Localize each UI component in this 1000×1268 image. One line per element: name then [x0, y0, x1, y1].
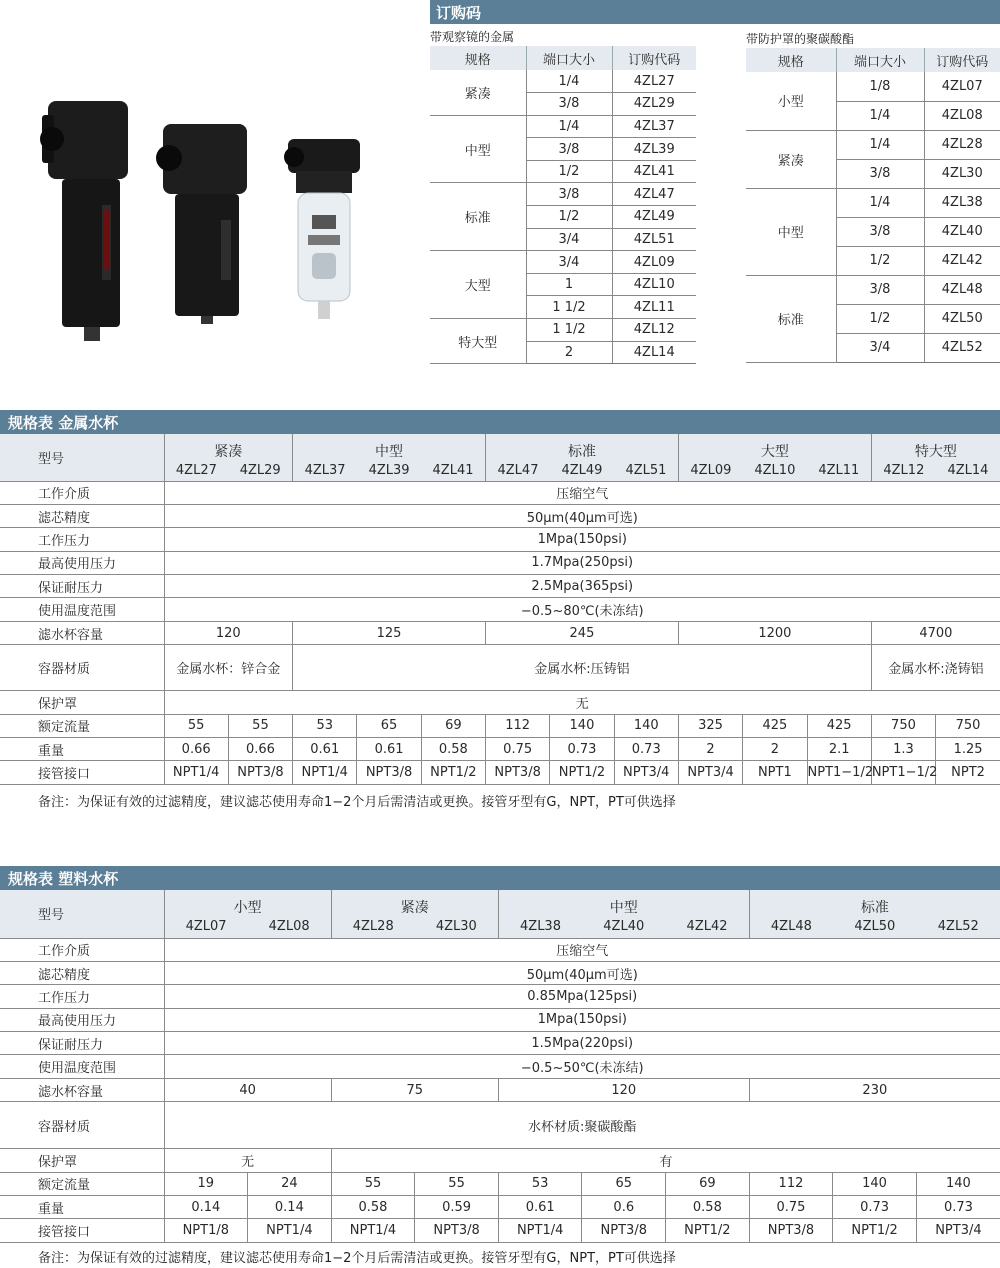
spec-value-cell: 2: [743, 738, 807, 761]
order-value-cell: 1/4: [836, 130, 924, 159]
spec-value-cell: 4700: [871, 621, 1000, 644]
spec-value-cell: 0.75: [749, 1196, 833, 1219]
model-group-header: [749, 890, 1000, 938]
spec-row-label: 滤芯精度: [0, 961, 164, 984]
spec-value-cell: 1.3: [871, 738, 935, 761]
spec-value-cell: NPT1/8: [164, 1219, 248, 1242]
model-group-header: [678, 434, 871, 481]
spec-value-cell: 125: [293, 621, 486, 644]
model-code: 4ZL37: [304, 462, 346, 478]
spec-value-cell: NPT1/2: [550, 761, 614, 784]
metal-order-table: [430, 46, 696, 364]
model-code: 4ZL41: [432, 462, 474, 478]
model-code: 4ZL09: [690, 462, 732, 478]
model-group-name: 大型: [760, 443, 789, 460]
spec-value-cell: 0.73: [614, 738, 678, 761]
order-value-cell: 3/8: [526, 93, 612, 116]
spec-row-label: 最高使用压力: [0, 1008, 164, 1031]
spec-value-cell: NPT3/8: [582, 1219, 666, 1242]
order-value-cell: 2: [526, 341, 612, 364]
spec-value-cell: 压缩空气: [164, 938, 1000, 961]
model-code: 4ZL47: [497, 462, 539, 478]
spec-row-label: 保证耐压力: [0, 1032, 164, 1055]
spec-value-cell: NPT3/8: [415, 1219, 499, 1242]
spec-value-cell: 55: [331, 1172, 415, 1195]
spec-value-cell: 0.61: [293, 738, 357, 761]
order-value-cell: 4ZL51: [612, 228, 696, 251]
model-code: 4ZL52: [937, 919, 979, 935]
spec-row-label: 工作介质: [0, 481, 164, 504]
order-code-banner: [430, 0, 1000, 24]
spec-value-cell: 24: [248, 1172, 332, 1195]
model-code: 4ZL14: [947, 462, 989, 478]
plastic-spec-banner: [0, 866, 1000, 890]
spec-value-cell: 69: [666, 1172, 750, 1195]
spec-value-cell: 50μm(40μm可选): [164, 504, 1000, 527]
spec-value-cell: 40: [164, 1078, 331, 1101]
order-value-cell: 4ZL09: [612, 251, 696, 274]
spec-value-cell: 0.6: [582, 1196, 666, 1219]
spec-value-cell: 230: [749, 1078, 1000, 1101]
order-value-cell: 4ZL50: [924, 304, 1000, 333]
order-value-cell: 4ZL49: [612, 206, 696, 229]
metal-order-subtitle: 带观察镜的金属: [430, 30, 515, 44]
spec-value-cell: 1.25: [936, 738, 1000, 761]
metal-spec-title: 规格表 金属水杯: [8, 414, 119, 432]
spec-value-cell: NPT2: [936, 761, 1000, 784]
spec-value-cell: −0.5~80℃(未冻结): [164, 598, 1000, 621]
metal-spec-note: 备注：为保证有效的过滤精度，建议滤芯使用寿命1−2个月后需清洁或更换。接管牙型有G，NPT，PT可供选择: [38, 795, 676, 810]
spec-value-cell: 0.75: [486, 738, 550, 761]
order-value-cell: 4ZL48: [924, 275, 1000, 304]
model-group-header: [331, 890, 498, 938]
spec-value-cell: 2.5Mpa(365psi): [164, 575, 1000, 598]
model-label: 型号: [0, 434, 164, 481]
order-value-cell: 4ZL30: [924, 159, 1000, 188]
spec-value-cell: 水杯材质:聚碳酸酯: [164, 1102, 1000, 1149]
metal-filter-medium-image: [155, 120, 255, 325]
spec-value-cell: −0.5~50℃(未冻结): [164, 1055, 1000, 1078]
order-value-cell: 1/2: [836, 304, 924, 333]
order-value-cell: 3/8: [526, 138, 612, 161]
spec-value-cell: 1200: [678, 621, 871, 644]
spec-value-cell: NPT1/4: [293, 761, 357, 784]
model-code: 4ZL27: [175, 462, 217, 478]
order-spec-cell: 大型: [430, 251, 526, 319]
spec-value-cell: 金属水杯:压铸铝: [293, 645, 872, 691]
order-value-cell: 4ZL38: [924, 188, 1000, 217]
spec-row-label: 滤水杯容量: [0, 621, 164, 644]
spec-value-cell: NPT1−1/2: [871, 761, 935, 784]
spec-value-cell: 53: [498, 1172, 582, 1195]
model-group-name: 紧凑: [214, 443, 243, 460]
spec-value-cell: 金属水杯:浇铸铝: [871, 645, 1000, 691]
model-group-header: [871, 434, 1000, 481]
order-header-cell: 订购代码: [612, 46, 696, 70]
order-value-cell: 4ZL42: [924, 246, 1000, 275]
spec-value-cell: 245: [486, 621, 679, 644]
spec-value-cell: 750: [871, 714, 935, 737]
spec-value-cell: NPT1/4: [498, 1219, 582, 1242]
spec-row-label: 重量: [0, 738, 164, 761]
order-value-cell: 3/8: [836, 159, 924, 188]
spec-row-label: 使用温度范围: [0, 1055, 164, 1078]
order-value-cell: 1 1/2: [526, 296, 612, 319]
metal-spec-banner: [0, 410, 1000, 434]
order-spec-cell: 小型: [746, 72, 836, 130]
spec-value-cell: NPT1/4: [164, 761, 228, 784]
spec-value-cell: 0.58: [666, 1196, 750, 1219]
model-code: 4ZL48: [770, 919, 812, 935]
model-group-name: 标准: [567, 443, 596, 460]
order-value-cell: 4ZL10: [612, 273, 696, 296]
order-value-cell: 1/4: [836, 101, 924, 130]
spec-row-label: 最高使用压力: [0, 551, 164, 574]
order-header-cell: 规格: [746, 48, 836, 72]
spec-value-cell: 压缩空气: [164, 481, 1000, 504]
model-group-name: 中型: [375, 443, 404, 460]
spec-value-cell: 425: [807, 714, 871, 737]
spec-value-cell: 0.58: [421, 738, 485, 761]
model-group-header: [293, 434, 486, 481]
spec-value-cell: 140: [614, 714, 678, 737]
order-value-cell: 1/2: [526, 206, 612, 229]
spec-value-cell: NPT3/8: [357, 761, 421, 784]
order-value-cell: 3/4: [526, 228, 612, 251]
spec-value-cell: 140: [916, 1172, 1000, 1195]
spec-value-cell: NPT1−1/2: [807, 761, 871, 784]
spec-value-cell: 0.59: [415, 1196, 499, 1219]
spec-value-cell: 50μm(40μm可选): [164, 961, 1000, 984]
model-code: 4ZL49: [561, 462, 603, 478]
order-header-cell: 端口大小: [836, 48, 924, 72]
model-code: 4ZL39: [368, 462, 410, 478]
model-label: 型号: [0, 890, 164, 938]
metal-filter-large-image: [40, 95, 135, 345]
spec-value-cell: 0.73: [550, 738, 614, 761]
plastic-order-table: [746, 48, 1000, 363]
spec-row-label: 滤芯精度: [0, 504, 164, 527]
order-value-cell: 4ZL14: [612, 341, 696, 364]
spec-value-cell: NPT1: [743, 761, 807, 784]
spec-value-cell: 无: [164, 691, 1000, 714]
spec-value-cell: 69: [421, 714, 485, 737]
model-code: 4ZL11: [818, 462, 860, 478]
model-code: 4ZL08: [268, 919, 310, 935]
order-value-cell: 4ZL37: [612, 115, 696, 138]
spec-value-cell: 75: [331, 1078, 498, 1101]
order-value-cell: 4ZL12: [612, 319, 696, 342]
order-value-cell: 3/4: [526, 251, 612, 274]
model-code: 4ZL28: [352, 919, 394, 935]
product-images: [30, 80, 390, 340]
order-value-cell: 4ZL08: [924, 101, 1000, 130]
spec-row-label: 接管接口: [0, 761, 164, 784]
model-group-name: 标准: [860, 900, 889, 917]
spec-value-cell: 0.61: [357, 738, 421, 761]
order-value-cell: 1/4: [526, 70, 612, 93]
order-value-cell: 4ZL47: [612, 183, 696, 206]
spec-row-label: 接管接口: [0, 1219, 164, 1242]
order-value-cell: 1/8: [836, 72, 924, 101]
model-code: 4ZL42: [686, 919, 728, 935]
spec-row-label: 工作介质: [0, 938, 164, 961]
spec-row-label: 容器材质: [0, 1102, 164, 1149]
model-code: 4ZL40: [603, 919, 645, 935]
spec-value-cell: NPT1/2: [421, 761, 485, 784]
order-value-cell: 4ZL28: [924, 130, 1000, 159]
spec-value-cell: 112: [486, 714, 550, 737]
model-group-name: 紧凑: [400, 900, 429, 917]
spec-value-cell: 750: [936, 714, 1000, 737]
plastic-spec-table: [0, 890, 1000, 1243]
spec-value-cell: 55: [164, 714, 228, 737]
order-value-cell: 4ZL27: [612, 70, 696, 93]
spec-value-cell: 65: [357, 714, 421, 737]
spec-value-cell: NPT3/8: [486, 761, 550, 784]
plastic-spec-title: 规格表 塑料水杯: [8, 870, 119, 888]
spec-row-label: 保证耐压力: [0, 575, 164, 598]
spec-row-label: 滤水杯容量: [0, 1078, 164, 1101]
spec-value-cell: NPT3/8: [228, 761, 292, 784]
order-value-cell: 3/4: [836, 333, 924, 362]
order-value-cell: 3/8: [836, 217, 924, 246]
spec-value-cell: 55: [228, 714, 292, 737]
spec-value-cell: 0.66: [164, 738, 228, 761]
order-value-cell: 4ZL07: [924, 72, 1000, 101]
order-value-cell: 1/4: [526, 115, 612, 138]
order-spec-cell: 紧凑: [746, 130, 836, 188]
order-value-cell: 4ZL41: [612, 160, 696, 183]
order-spec-cell: 特大型: [430, 319, 526, 364]
spec-value-cell: NPT3/8: [749, 1219, 833, 1242]
order-value-cell: 4ZL11: [612, 296, 696, 319]
spec-value-cell: 112: [749, 1172, 833, 1195]
model-group-name: 小型: [233, 900, 262, 917]
spec-value-cell: NPT1/2: [666, 1219, 750, 1242]
spec-value-cell: 19: [164, 1172, 248, 1195]
model-code: 4ZL29: [239, 462, 281, 478]
order-header-cell: 订购代码: [924, 48, 1000, 72]
spec-value-cell: 65: [582, 1172, 666, 1195]
spec-row-label: 保护罩: [0, 1149, 164, 1172]
model-group-name: 特大型: [914, 443, 957, 460]
spec-value-cell: 0.61: [498, 1196, 582, 1219]
spec-value-cell: 2.1: [807, 738, 871, 761]
model-group-header: [164, 890, 331, 938]
spec-row-label: 额定流量: [0, 714, 164, 737]
order-value-cell: 3/8: [836, 275, 924, 304]
model-group-header: [498, 890, 749, 938]
metal-spec-table: [0, 434, 1000, 785]
order-value-cell: 4ZL29: [612, 93, 696, 116]
plastic-order-subtitle: 带防护罩的聚碳酸酯: [746, 32, 855, 46]
spec-value-cell: 120: [164, 621, 293, 644]
spec-row-label: 容器材质: [0, 645, 164, 691]
order-value-cell: 4ZL39: [612, 138, 696, 161]
model-group-header: [486, 434, 679, 481]
spec-value-cell: 140: [833, 1172, 917, 1195]
model-code: 4ZL51: [625, 462, 667, 478]
spec-value-cell: 0.73: [833, 1196, 917, 1219]
spec-value-cell: 55: [415, 1172, 499, 1195]
spec-value-cell: 120: [498, 1078, 749, 1101]
order-spec-cell: 中型: [746, 188, 836, 275]
model-group-header: [164, 434, 293, 481]
spec-value-cell: NPT1/4: [331, 1219, 415, 1242]
order-value-cell: 1/2: [836, 246, 924, 275]
order-code-title: 订购码: [436, 4, 482, 22]
plastic-filter-image: [282, 135, 367, 325]
spec-value-cell: 425: [743, 714, 807, 737]
spec-value-cell: 0.58: [331, 1196, 415, 1219]
spec-row-label: 重量: [0, 1196, 164, 1219]
spec-value-cell: 1Mpa(150psi): [164, 528, 1000, 551]
order-value-cell: 1: [526, 273, 612, 296]
spec-value-cell: 1Mpa(150psi): [164, 1008, 1000, 1031]
spec-value-cell: 金属水杯：锌合金: [164, 645, 293, 691]
spec-row-label: 使用温度范围: [0, 598, 164, 621]
spec-value-cell: 无: [164, 1149, 331, 1172]
spec-value-cell: 0.85Mpa(125psi): [164, 985, 1000, 1008]
spec-row-label: 保护罩: [0, 691, 164, 714]
spec-value-cell: 53: [293, 714, 357, 737]
order-value-cell: 3/8: [526, 183, 612, 206]
order-value-cell: 1/4: [836, 188, 924, 217]
spec-value-cell: 0.73: [916, 1196, 1000, 1219]
order-header-cell: 端口大小: [526, 46, 612, 70]
model-code: 4ZL38: [520, 919, 561, 935]
spec-value-cell: 0.14: [164, 1196, 248, 1219]
order-spec-cell: 标准: [746, 275, 836, 362]
order-spec-cell: 紧凑: [430, 70, 526, 115]
model-code: 4ZL30: [435, 919, 477, 935]
spec-value-cell: 1.5Mpa(220psi): [164, 1032, 1000, 1055]
spec-value-cell: NPT3/4: [678, 761, 742, 784]
spec-value-cell: 0.66: [228, 738, 292, 761]
order-header-cell: 规格: [430, 46, 526, 70]
model-code: 4ZL10: [754, 462, 796, 478]
model-group-name: 中型: [609, 900, 638, 917]
order-value-cell: 4ZL40: [924, 217, 1000, 246]
spec-value-cell: NPT1/4: [248, 1219, 332, 1242]
spec-value-cell: NPT1/2: [833, 1219, 917, 1242]
order-value-cell: 4ZL52: [924, 333, 1000, 362]
spec-row-label: 工作压力: [0, 985, 164, 1008]
order-spec-cell: 标准: [430, 183, 526, 251]
spec-row-label: 工作压力: [0, 528, 164, 551]
model-code: 4ZL07: [185, 919, 227, 935]
spec-value-cell: 2: [678, 738, 742, 761]
spec-value-cell: 1.7Mpa(250psi): [164, 551, 1000, 574]
spec-value-cell: 有: [331, 1149, 1000, 1172]
spec-value-cell: NPT3/4: [614, 761, 678, 784]
spec-row-label: 额定流量: [0, 1172, 164, 1195]
model-code: 4ZL50: [854, 919, 896, 935]
spec-value-cell: 325: [678, 714, 742, 737]
spec-value-cell: 140: [550, 714, 614, 737]
order-value-cell: 1 1/2: [526, 319, 612, 342]
order-spec-cell: 中型: [430, 115, 526, 183]
order-value-cell: 1/2: [526, 160, 612, 183]
model-code: 4ZL12: [883, 462, 925, 478]
plastic-spec-note: 备注：为保证有效的过滤精度，建议滤芯使用寿命1−2个月后需清洁或更换。接管牙型有G，NPT，PT可供选择: [38, 1251, 676, 1266]
spec-value-cell: NPT3/4: [916, 1219, 1000, 1242]
spec-value-cell: 0.14: [248, 1196, 332, 1219]
